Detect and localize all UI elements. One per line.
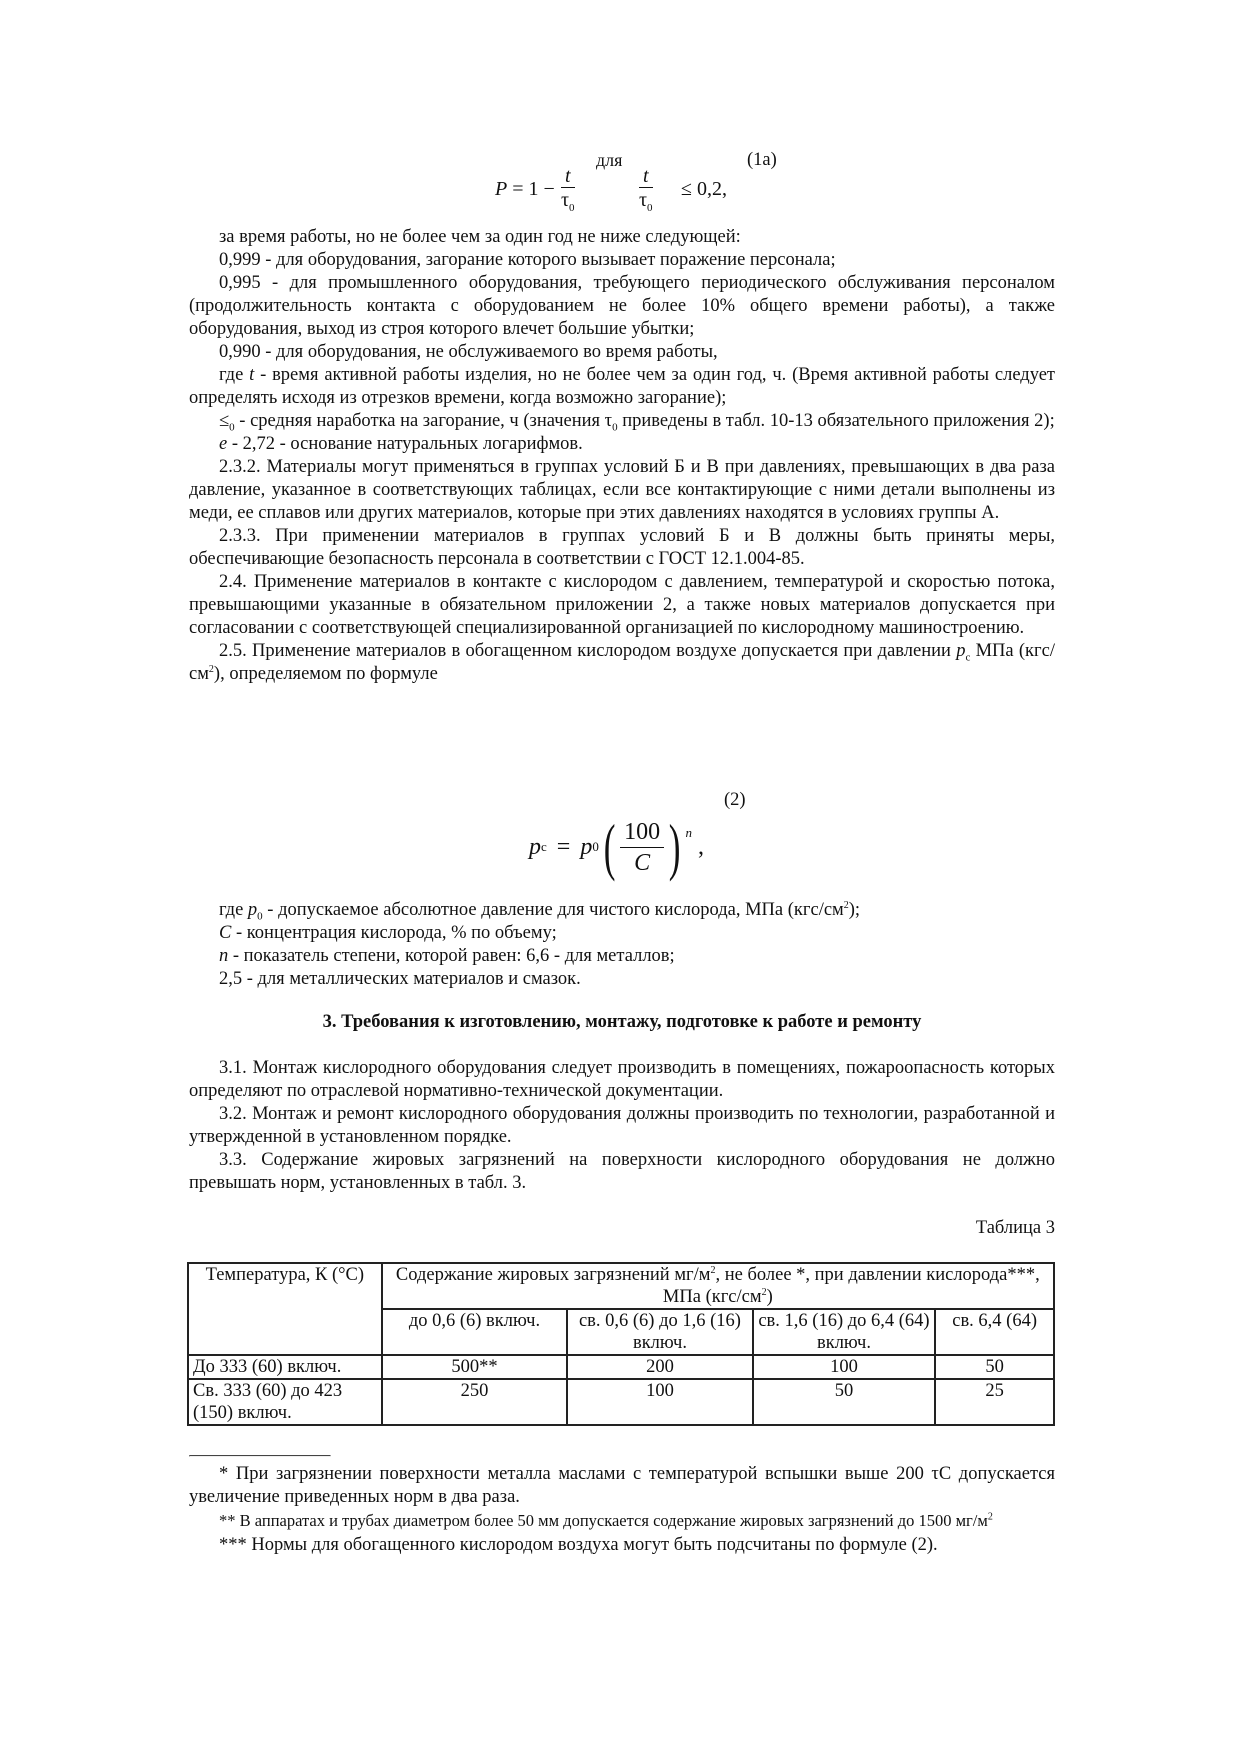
text-block-reliability: [189, 226, 1055, 686]
table-row: До 333 (60) включ. 500** 200 100 50: [188, 1355, 1054, 1379]
table-3: [187, 1262, 1055, 1426]
formula-number: (2): [724, 790, 746, 810]
section-heading: 3. Требования к изготовлению, монтажу, подготовке к работе и ремонту: [322, 1012, 922, 1032]
paragraph-2-4: 2.4. Применение материалов в контакте с кислородом с давлением, температурой и скоростью потока, превышающими указанные в обязательном приложении 2, а также новых материалов допускается при согласовании с соответствующей специализированной организацией по кислородному машиностроению.: [189, 572, 1055, 638]
definition-p0: где $p_0$ - допускаемое абсолютное давление для чистого кислорода, МПа $(кгс/см^2)$;: [219, 899, 861, 923]
paragraph-3-2: 3.2. Монтаж и ремонт кислородного оборудования должны производить по технологии, разработанной и утвержденной в установленном порядке.: [189, 1104, 1055, 1147]
formula-fraction: $\frac{100}{C}$: [620, 817, 664, 878]
definition-n: n - показатель степени, которой равен: 6,6 - для металлов;: [219, 946, 675, 966]
formula-condition-rhs: ≤ 0,2,: [681, 178, 727, 200]
footnotes: [189, 1455, 1055, 1557]
paragraph: за время работы, но не более чем за один год не ниже следующей:: [219, 227, 741, 247]
paragraph-3-3: 3.3. Содержание жировых загрязнений на поверхности кислородного оборудования не должно превышать норм, установленных в табл. 3.: [189, 1150, 1055, 1193]
subheader: св. 1,6 (16) до 6,4 (64) включ.: [753, 1309, 936, 1355]
header-contamination: Содержание жировых загрязнений $мг/м^2$, не более *, при давлении кислорода***, МПа $(кгс/см^2)$: [382, 1263, 1054, 1309]
subheader: св. 6,4 (64): [935, 1309, 1054, 1355]
footnote-2: ** В аппаратах и трубах диаметром более 50 мм допускается содержание жировых загрязнений до 1500 $мг/м^2$: [219, 1511, 993, 1530]
paragraph-2-3-3: 2.3.3. При применении материалов в группах условий Б и В должны быть приняты меры, обеспечивающие безопасность персонала в соответствии с ГОСТ 12.1.004-85.: [189, 526, 1055, 569]
formula-2-definitions: [189, 899, 1055, 991]
paragraph-2-3-2: 2.3.2. Материалы могут применяться в группах условий Б и В при давлениях, превышающих в два раза давление, указанное в соответствующих таблицах, если все контактирующие с ними детали выполнены из меди, ее сплавов или других материалов, которые при этих давлениях находятся в условиях группы А.: [189, 457, 1055, 523]
subheader: св. 0,6 (6) до 1,6 (16) включ.: [567, 1309, 753, 1355]
footnote-separator: [189, 1455, 331, 1457]
definition-tau: $\le_0$ - средняя наработка на загорание, ч (значения $\tau_0$ приведены в табл. 10-13 обязательного приложения 2);: [219, 411, 1055, 434]
formula-2: [189, 790, 1055, 900]
paragraph: 0,995 - для промышленного оборудования, требующего периодического обслуживания персоналом (продолжительность контакта с оборудованием не более 10% общего времени работы), а также оборудования, выход из строя которого влечет большие убытки;: [189, 273, 1055, 339]
table-row: Св. 333 (60) до 423 (150) включ. 250 100 50 25: [188, 1379, 1054, 1425]
paragraph-3-1: 3.1. Монтаж кислородного оборудования следует производить в помещениях, пожароопасность которых определяют по отраслевой нормативно-технической документации.: [189, 1058, 1055, 1101]
subheader: до 0,6 (6) включ.: [382, 1309, 568, 1355]
header-temperature: Температура, К (°С): [188, 1263, 382, 1355]
definition-e: e - 2,72 - основание натуральных логарифмов.: [219, 434, 583, 454]
formula-number: (1а): [747, 150, 777, 170]
section-3: [189, 1011, 1055, 1240]
formula-condition-label: для: [596, 150, 623, 170]
definition-n2: 2,5 - для металлических материалов и смазок.: [219, 969, 581, 989]
formula-expression: p c = p 0 ( $\frac{100}{C}$ ) $^n$ ,: [529, 811, 704, 882]
paragraph: 0,990 - для оборудования, не обслуживаемого во время работы,: [219, 342, 718, 362]
definition-C: C - концентрация кислорода, % по объему;: [219, 923, 557, 943]
formula-condition-fraction: $\frac{t}{\tau_0}$: [639, 165, 653, 214]
footnote-1: * При загрязнении поверхности металла маслами с температурой вспышки выше 200 τС допускается увеличение приведенных норм в два раза.: [189, 1464, 1055, 1507]
paragraph: 0,999 - для оборудования, загорание которого вызывает поражение персонала;: [219, 250, 836, 270]
footnote-3: *** Нормы для обогащенного кислородом воздуха могут быть подсчитаны по формуле (2).: [219, 1535, 938, 1555]
table-caption: Таблица 3: [975, 1218, 1055, 1238]
formula-1a: [189, 145, 1055, 235]
paragraph-2-5: 2.5. Применение материалов в обогащенном кислородом воздухе допускается при давлении $p_c$ МПа $(кгс/см^2)$, определяемом по формуле: [189, 641, 1055, 684]
formula-lhs: P = 1 −: [495, 178, 555, 200]
formula-fraction: $\frac{t}{\tau_0}$: [561, 165, 575, 214]
definition-t: где t - время активной работы изделия, но не более чем за один год, ч. (Время активной работы следует определять исходя из отрезков времени, когда возможно загорание);: [189, 365, 1055, 408]
